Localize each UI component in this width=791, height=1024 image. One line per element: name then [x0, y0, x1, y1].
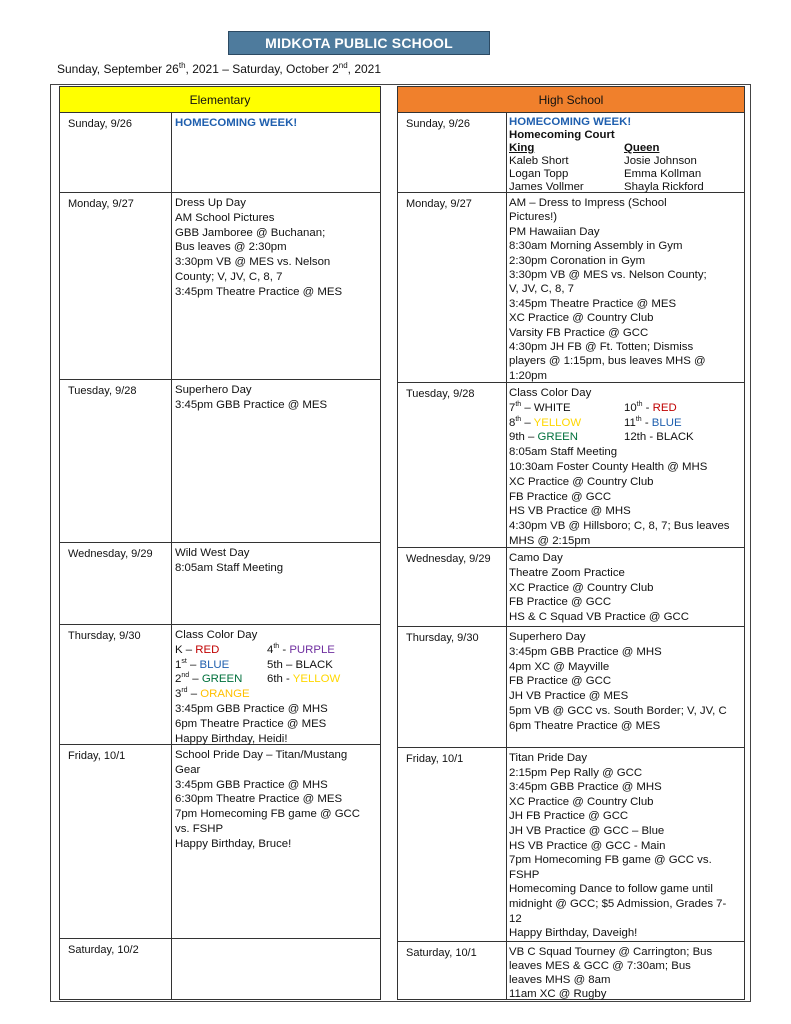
event-line: 7pm Homecoming FB game @ GCC vs. — [509, 854, 712, 867]
event-line: FB Practice @ GCC — [509, 490, 612, 503]
hs-row-sunday — [398, 113, 744, 193]
event-line: Camo Day — [509, 552, 563, 564]
events — [509, 196, 745, 383]
class-color-11: 11th - BLUE — [624, 415, 682, 429]
high-school-column — [397, 86, 745, 1000]
event-line: Varsity FB Practice @ GCC — [509, 326, 649, 339]
event-line: FB Practice @ GCC — [509, 675, 612, 688]
event-line: Dress Up Day — [175, 197, 246, 209]
color-line — [509, 416, 745, 431]
day-label: Saturday, 10/1 — [406, 947, 477, 959]
court-pair: Kaleb Short Josie Johnson — [509, 155, 697, 167]
class-color-1: 1st – BLUE — [175, 657, 230, 671]
event-line: 6:30pm Theatre Practice @ MES — [175, 793, 343, 806]
event-line: XC Practice @ Country Club — [509, 475, 654, 488]
event-line: JH VB Practice @ MES — [509, 690, 629, 703]
elementary-row-wednesday — [60, 543, 380, 625]
event-line: 12 — [509, 912, 522, 925]
event-line: GBB Jamboree @ Buchanan; — [175, 226, 326, 239]
event-line: 3:30pm VB @ MES vs. Nelson County; — [509, 269, 707, 282]
events — [175, 546, 377, 576]
events — [509, 386, 745, 549]
date-range — [57, 62, 381, 76]
event-line: 2:30pm Coronation in Gym — [509, 254, 646, 267]
event-line: 8:30am Morning Assembly in Gym — [509, 240, 683, 253]
event-line: AM – Dress to Impress (School — [509, 197, 667, 209]
event-line: Bus leaves @ 2:30pm — [175, 241, 287, 254]
event-line: Homecoming Dance to follow game until — [509, 883, 713, 896]
event-line: Pictures!) — [509, 211, 558, 224]
event-line: leaves MHS @ 8am — [509, 974, 611, 986]
events — [175, 628, 377, 746]
elementary-header: Elementary — [60, 87, 380, 113]
event-line: VB C Squad Tourney @ Carrington; Bus — [509, 946, 713, 958]
event-line: HS VB Practice @ GCC - Main — [509, 839, 666, 852]
event-line: HOMECOMING WEEK! — [509, 116, 632, 128]
event-line: FSHP — [509, 868, 540, 881]
event-line: 7pm Homecoming FB game @ GCC — [175, 808, 361, 821]
events — [175, 383, 377, 413]
date-range-end: , 2021 – Saturday, October 2 — [185, 62, 339, 76]
day-label: Wednesday, 9/29 — [68, 548, 153, 560]
date-range-end-suffix: nd — [338, 61, 348, 70]
event-line: Happy Birthday, Heidi! — [175, 732, 288, 745]
event-line: 3:30pm VB @ MES vs. Nelson — [175, 256, 331, 269]
event-line: 3:45pm GBB Practice @ MES — [175, 398, 328, 411]
event-line: 3:45pm GBB Practice @ MHS — [175, 778, 328, 791]
event-line: 10:30am Foster County Health @ MHS — [509, 460, 708, 473]
date-range-start: Sunday, September 26 — [57, 62, 179, 76]
event-line: Titan Pride Day — [509, 752, 588, 764]
event-line: leaves MES & GCC @ 7:30am; Bus — [509, 960, 691, 972]
court-pair: Logan Topp Emma Kollman — [509, 168, 702, 180]
hs-row-wednesday — [398, 548, 744, 627]
date-range-year: , 2021 — [347, 62, 382, 76]
elementary-row-friday — [60, 745, 380, 939]
event-line: 5pm VB @ GCC vs. South Border; V, JV, C — [509, 704, 727, 717]
events — [509, 116, 745, 194]
event-line: Homecoming Court — [509, 129, 615, 141]
elementary-column — [59, 86, 381, 1000]
event-line: Superhero Day — [509, 631, 586, 643]
event-line: Theatre Zoom Practice — [509, 566, 625, 579]
event-line: vs. FSHP — [175, 822, 224, 835]
event-line: Superhero Day — [175, 384, 252, 396]
elementary-row-monday — [60, 193, 380, 380]
hs-row-saturday — [398, 942, 744, 999]
class-color-7: 7th – WHITE — [509, 401, 571, 414]
hs-row-friday — [398, 748, 744, 942]
event-line: midnight @ GCC; $5 Admission, Grades 7- — [509, 897, 727, 910]
color-line — [175, 643, 377, 658]
event-line: FB Practice @ GCC — [509, 596, 612, 609]
court-pair: James Vollmer Shayla Rickford — [509, 181, 704, 193]
color-line — [175, 658, 377, 673]
color-line — [509, 430, 745, 445]
date-range-start-suffix: th — [178, 61, 186, 70]
elementary-row-saturday — [60, 939, 380, 999]
event-line: PM Hawaiian Day — [509, 225, 600, 238]
class-color-4: 4th - PURPLE — [267, 643, 335, 656]
event-line: 3:45pm GBB Practice @ MHS — [509, 645, 662, 658]
event-line: 1:20pm — [509, 369, 547, 382]
day-label: Wednesday, 9/29 — [406, 553, 491, 565]
event-line: School Pride Day – Titan/Mustang — [175, 749, 348, 761]
event-line: 6pm Theatre Practice @ MES — [509, 719, 661, 732]
hs-row-tuesday — [398, 383, 744, 548]
event-line: HS & C Squad VB Practice @ GCC — [509, 611, 689, 624]
day-label: Thursday, 9/30 — [68, 630, 141, 642]
class-color-10: 10th - RED — [624, 401, 677, 414]
court-header — [509, 142, 745, 155]
class-color-12: 12th - BLACK — [624, 431, 694, 444]
class-color-2: 2nd – GREEN — [175, 672, 243, 686]
event-line: players @ 1:15pm, bus leaves MHS @ — [509, 355, 706, 368]
day-label: Monday, 9/27 — [68, 198, 134, 210]
elementary-row-tuesday — [60, 380, 380, 543]
day-label: Sunday, 9/26 — [406, 118, 471, 130]
event-line: HS VB Practice @ MHS — [509, 505, 631, 518]
event-line: Wild West Day — [175, 547, 250, 559]
class-color-k: K – RED — [175, 643, 220, 656]
event-line: 3:45pm GBB Practice @ MHS — [509, 781, 662, 794]
color-line — [175, 672, 377, 687]
day-label: Friday, 10/1 — [68, 750, 126, 762]
event-line: JH VB Practice @ GCC – Blue — [509, 824, 665, 837]
event-line: 3:45pm GBB Practice @ MHS — [175, 702, 328, 715]
day-label: Thursday, 9/30 — [406, 632, 479, 644]
day-label: Monday, 9/27 — [406, 198, 472, 210]
event-line: 6pm Theatre Practice @ MES — [175, 717, 327, 730]
event-line: MHS @ 2:15pm — [509, 534, 591, 547]
event-line: AM School Pictures — [175, 211, 275, 224]
event-line: Gear — [175, 763, 201, 776]
event-line: 3:45pm Theatre Practice @ MES — [175, 285, 343, 298]
event-line: County; V, JV, C, 8, 7 — [175, 270, 283, 283]
hs-row-monday — [398, 193, 744, 383]
day-label: Sunday, 9/26 — [68, 118, 133, 130]
event-line: Class Color Day — [509, 387, 592, 399]
events — [175, 116, 377, 131]
king-label: King — [509, 142, 535, 154]
class-color-5: 5th – BLACK — [267, 658, 333, 671]
events — [509, 551, 745, 625]
events — [509, 751, 745, 941]
event-line: 8:05am Staff Meeting — [175, 561, 284, 574]
events — [175, 196, 377, 300]
high-school-header: High School — [398, 87, 744, 113]
event-line: Happy Birthday, Daveigh! — [509, 927, 638, 940]
color-line — [509, 401, 745, 416]
class-color-3: 3rd – ORANGE — [175, 687, 250, 701]
day-label: Friday, 10/1 — [406, 753, 464, 765]
events — [175, 748, 377, 852]
school-title: MIDKOTA PUBLIC SCHOOL — [228, 31, 490, 55]
event-line: 4pm XC @ Mayville — [509, 660, 610, 673]
day-label: Saturday, 10/2 — [68, 944, 139, 956]
event-line: 4:30pm VB @ Hillsboro; C, 8, 7; Bus leaves — [509, 520, 730, 533]
day-label: Tuesday, 9/28 — [68, 385, 137, 397]
event-line: HOMECOMING WEEK! — [175, 117, 298, 129]
event-line: XC Practice @ Country Club — [509, 795, 654, 808]
hs-row-thursday — [398, 627, 744, 748]
event-line: Happy Birthday, Bruce! — [175, 837, 292, 850]
event-line: XC Practice @ Country Club — [509, 581, 654, 594]
event-line: 8:05am Staff Meeting — [509, 446, 618, 459]
event-line: JH FB Practice @ GCC — [509, 810, 629, 823]
class-color-6: 6th - YELLOW — [267, 673, 341, 686]
elementary-row-sunday — [60, 113, 380, 193]
class-color-8: 8th – YELLOW — [509, 415, 582, 429]
event-line: 2:15pm Pep Rally @ GCC — [509, 766, 643, 779]
event-line: Class Color Day — [175, 629, 258, 641]
elementary-row-thursday — [60, 625, 380, 745]
events — [509, 630, 745, 734]
events — [509, 945, 745, 1001]
event-line: 11am XC @ Rugby — [509, 988, 607, 1000]
event-line: XC Practice @ Country Club — [509, 312, 654, 325]
day-label: Tuesday, 9/28 — [406, 388, 475, 400]
event-line: 4:30pm JH FB @ Ft. Totten; Dismiss — [509, 341, 694, 354]
queen-label: Queen — [624, 142, 660, 154]
event-line: V, JV, C, 8, 7 — [509, 283, 575, 296]
class-color-9: 9th – GREEN — [509, 431, 579, 444]
event-line: 3:45pm Theatre Practice @ MES — [509, 297, 677, 310]
